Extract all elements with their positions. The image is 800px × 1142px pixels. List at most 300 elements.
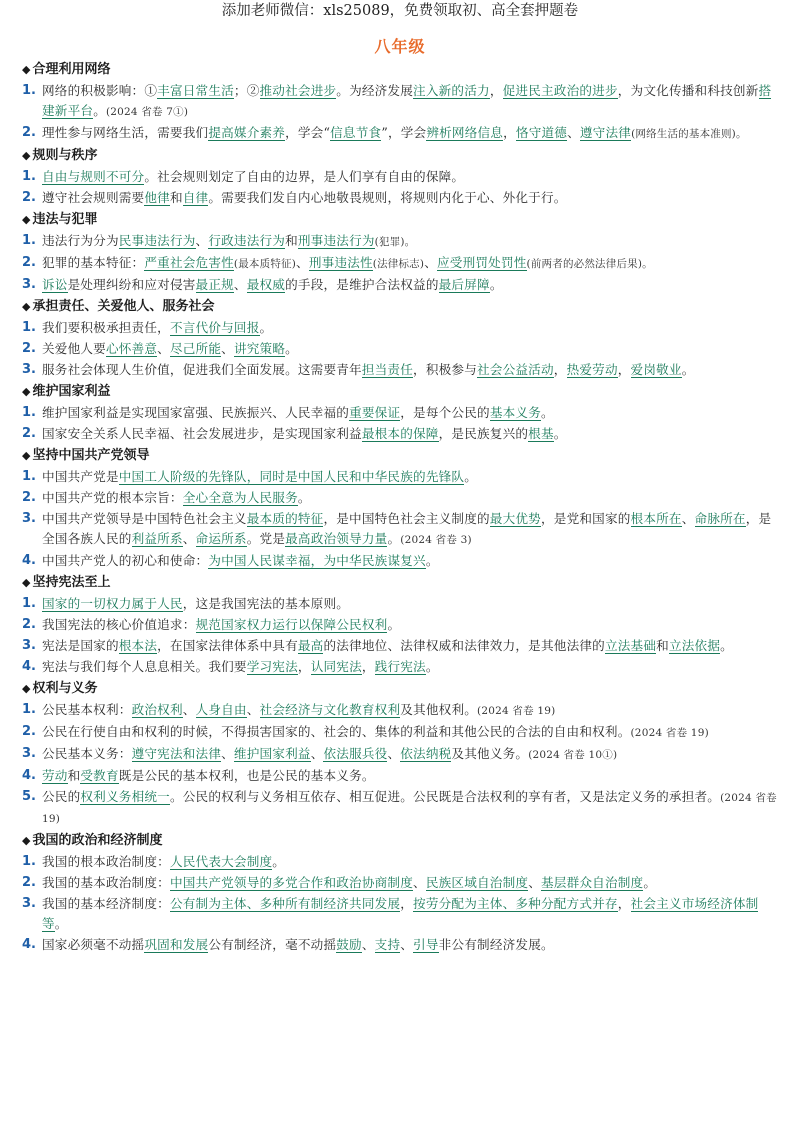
text-fragment: 公民基本权利： [42,702,132,717]
keyword: 最高政治领导力量 [285,531,388,546]
item-text [42,167,782,187]
keyword: 爱岗敬业 [630,362,682,377]
keyword: 心怀善意 [105,341,158,356]
text-fragment: ；② [233,83,260,98]
keyword: 诉讼 [42,277,68,292]
keyword: 中国共产党领导的多党合作和政治协商制度 [169,875,414,890]
text-fragment: ， [400,896,414,911]
text-fragment: 的手段，是维护合法权益的 [285,277,439,292]
keyword: 最大优势 [489,511,541,526]
item-text [42,467,782,487]
keyword: 遵守法律 [579,125,632,140]
item-text [42,188,782,208]
keyword: 支持 [374,937,401,952]
text-fragment: ， [503,125,516,140]
keyword: 鼓励 [336,937,362,952]
section-title-text: 承担责任、关爱他人、服务社会 [32,299,215,314]
keyword: 践行宪法 [374,659,426,674]
note: (2024 省卷 3) [400,534,472,546]
keyword: 立法基础 [604,638,657,653]
note: (犯罪)。 [374,236,416,248]
text-fragment: ， [617,362,631,377]
item-number: 2. [22,617,36,632]
item-number: 3. [22,362,36,377]
section-title-text: 合理利用网络 [32,62,111,77]
text-fragment: ， [489,83,503,98]
item-number: 3. [22,277,36,292]
item-number: 1. [22,169,36,184]
text-fragment: 我国的基本政治制度： [42,875,170,890]
keyword: 热爱劳动 [566,362,618,377]
keyword: 遵守宪法和法律 [131,746,222,761]
item-number: 3. [22,896,36,911]
text-fragment: ，是民族复兴的 [438,426,529,441]
text-fragment: 。公民的权利与义务相互依存、相互促进。公民既是合法权利的享有者，又是法定义务的承担者。 [169,789,721,804]
section-title-text: 权利与义务 [32,681,98,696]
diamond-bullet-icon: ◆ [22,63,31,76]
text-fragment: 既是公民的基本权利，也是公民的基本义务。 [118,768,375,783]
keyword: 中国工人阶级的先锋队，同时是中国人民和中华民族的先锋队 [118,469,465,484]
list-item [22,318,782,338]
text-fragment: 及其他义务。 [451,746,529,761]
text-fragment: 中国共产党人的初心和使命： [42,553,209,568]
keyword: 行政违法行为 [208,233,286,248]
text-fragment: 遵守社会规则需要 [42,190,145,205]
keyword: 为中国人民谋幸福，为中华民族谋复兴 [208,553,426,568]
keyword: 最高 [297,638,324,653]
text-fragment: 非公有制经济发展。 [438,937,554,952]
item-text [42,700,782,721]
text-fragment: 国家必须毫不动摇 [42,937,145,952]
keyword: 立法依据 [668,638,721,653]
list-item [22,722,782,743]
keyword: 恪守道德 [515,125,568,140]
keyword: 刑事违法行为 [297,233,375,248]
text-fragment: 维护国家利益是实现国家富强、民族振兴、人民幸福的 [42,405,350,420]
list-item [22,657,782,677]
diamond-bullet-icon: ◆ [22,213,31,226]
item-number: 2. [22,490,36,505]
list-item [22,766,782,786]
promo-header: 添加老师微信：xls25089，免费领取初、高全套押题卷 [221,3,579,19]
keyword: 刑事违法性 [308,255,373,270]
keyword: 应受刑罚处罚性 [436,255,527,270]
list-item [22,636,782,656]
item-number: 1. [22,596,36,611]
text-fragment: 。为经济发展 [336,83,414,98]
section-title [22,297,782,317]
item-number: 2. [22,724,36,739]
item-number: 3. [22,746,36,761]
list-item [22,935,782,955]
section-title-text: 规则与秩序 [32,148,98,163]
text-fragment: 关爱他人要 [42,341,106,356]
text-fragment: 。 [285,341,298,356]
keyword: 认同宪法 [310,659,362,674]
text-fragment: 中国共产党是 [42,469,119,484]
keyword: 学习宪法 [246,659,298,674]
text-fragment: 宪法与我们每个人息息相关。我们要 [42,659,247,674]
list-item [22,253,782,274]
text-fragment: 。 [720,638,733,653]
list-item [22,81,782,122]
list-item [22,275,782,295]
item-text [42,787,782,829]
text-fragment: 中国共产党领导是中国特色社会主义 [42,511,247,526]
item-number: 4. [22,659,36,674]
note: (网络生活的基本准则)。 [631,128,747,140]
item-text [42,722,782,743]
text-fragment: 。 [553,426,567,441]
text-fragment: 。 [464,469,477,484]
item-text [42,231,782,252]
note: (2024 省卷 10①) [528,749,618,761]
text-fragment: 服务社会体现人生价值，促进我们全面发展。这需要青年 [42,362,362,377]
keyword: 民事违法行为 [118,233,196,248]
keyword: 最根本的保障 [361,426,439,441]
keyword: 促进民主政治的进步 [502,83,618,98]
keyword: 规范国家权力运行以保障公民权利 [195,617,388,632]
keyword: 劳动 [42,768,68,783]
text-fragment: 、 [182,702,196,717]
item-text [42,253,782,274]
section-title-text: 我国的政治和经济制度 [32,833,163,848]
text-fragment: 、 [157,341,170,356]
section-title [22,446,782,466]
item-text [42,509,782,550]
keyword: 自律 [182,190,209,205]
text-fragment: 、 [221,746,234,761]
item-text [42,657,782,677]
list-item [22,167,782,187]
text-fragment: 。 [425,553,439,568]
text-fragment: 。 [93,103,106,118]
section-title [22,573,782,593]
item-text [42,766,782,786]
text-fragment: ，是每个公民的 [400,405,490,420]
grade-title: 八年级 [374,37,426,56]
keyword: 命脉所在 [694,511,746,526]
text-fragment: ，这是我国宪法的基本原则。 [182,596,350,611]
item-number: 2. [22,255,36,270]
list-item [22,488,782,508]
text-fragment: 。需要我们发自内心地敬畏规则，将规则内化于心、外化于行。 [208,190,567,205]
text-fragment: 。 [297,490,311,505]
keyword: 利益所系 [131,531,183,546]
list-item [22,852,782,872]
note: (2024 省卷 19) [630,727,709,739]
keyword: 按劳分配为主体、多种分配方式并存 [413,896,618,911]
keyword: 重要保证 [349,405,401,420]
list-item [22,744,782,765]
item-number: 5. [22,789,36,804]
item-number: 1. [22,320,36,335]
text-fragment: 。社会规则划定了自由的边界，是人们享有自由的保障。 [144,169,465,184]
list-item [22,231,782,252]
list-item [22,894,782,934]
text-fragment: 。党是 [246,531,286,546]
text-fragment: 我们要积极承担责任， [42,320,170,335]
item-number: 4. [22,937,36,952]
text-fragment: 和 [169,190,183,205]
text-fragment: ，积极参与 [413,362,477,377]
text-fragment: 、 [233,277,247,292]
diamond-bullet-icon: ◆ [22,385,31,398]
keyword: 最正规 [195,277,234,292]
text-fragment: 、 [528,875,541,890]
note: (最本质特征) [233,258,297,270]
diamond-bullet-icon: ◆ [22,834,31,847]
keyword: 基本义务 [489,405,541,420]
text-fragment: 、 [310,746,324,761]
keyword: 民族区域自治制度 [425,875,529,890]
text-fragment: ，为文化传播和科技创新 [617,83,759,98]
item-text [42,360,782,380]
text-fragment: 违法行为分为 [42,233,119,248]
text-fragment: 和 [656,638,669,653]
item-number: 3. [22,511,36,526]
item-number: 2. [22,190,36,205]
section-title [22,60,782,80]
list-item [22,509,782,550]
item-number: 2. [22,341,36,356]
list-item [22,467,782,487]
text-fragment: 公有制经济，毫不动摇 [208,937,337,952]
text-fragment: 、 [361,937,375,952]
item-number: 1. [22,469,36,484]
section-title-text: 坚持宪法至上 [32,575,111,590]
text-fragment: 。 [272,854,286,869]
text-fragment: 、 [195,233,209,248]
diamond-bullet-icon: ◆ [22,300,31,313]
keyword: 自由与规则不可分 [42,169,145,184]
text-fragment: 。 [387,531,401,546]
text-fragment: 。 [681,362,695,377]
item-number: 1. [22,233,36,248]
keyword: 社会主义市场经济体制等 [42,896,759,931]
item-number: 4. [22,768,36,783]
text-fragment: ，是党和国家的 [540,511,631,526]
text-fragment: 公民基本义务： [42,746,132,761]
note: (法律标志) [372,258,425,270]
item-text [42,935,782,955]
diamond-bullet-icon: ◆ [22,149,31,162]
item-number: 1. [22,405,36,420]
text-fragment: 公民在行使自由和权利的时候，不得损害国家的、社会的、集体的利益和其他公民的合法的自由和权利。 [42,724,631,739]
list-item [22,424,782,444]
text-fragment: 宪法是国家的 [42,638,119,653]
text-fragment: 和 [67,768,81,783]
keyword: 命运所系 [195,531,247,546]
text-fragment: ，是全国各族人民的 [42,511,772,546]
item-text [42,403,782,423]
section-title-text: 维护国家利益 [32,384,111,399]
section-title-text: 违法与犯罪 [32,212,98,227]
text-fragment: 国家安全关系人民幸福、社会发展进步，是实现国家利益 [42,426,362,441]
keyword: 社会经济与文化教育权利 [259,702,401,717]
item-text [42,275,782,295]
list-item [22,873,782,893]
text-fragment: 理性参与网络生活，需要我们 [42,125,209,140]
text-fragment: ”，学会 [381,125,427,140]
section-title [22,382,782,402]
item-text [42,339,782,359]
item-text [42,744,782,765]
list-item [22,700,782,721]
text-fragment: 公民的 [42,789,81,804]
text-fragment: 、 [182,531,196,546]
keyword: 政治权利 [131,702,183,717]
item-number: 2. [22,125,36,140]
text-fragment: 、 [400,937,414,952]
text-fragment: 、 [296,255,309,270]
text-fragment: 、 [246,702,260,717]
text-fragment: 、 [221,341,234,356]
keyword: 讲究策略 [233,341,286,356]
list-item [22,339,782,359]
list-item [22,787,782,829]
item-text [42,318,782,338]
keyword: 最本质的特征 [246,511,324,526]
keyword: 依法纳税 [400,746,452,761]
keyword: 人身自由 [195,702,247,717]
text-fragment: 的法律地位、法律权威和法律效力，是其他法律的 [323,638,605,653]
section-title [22,146,782,166]
note: (前两者的必然法律后果)。 [526,258,653,270]
keyword: 依法服兵役 [323,746,388,761]
text-fragment: ， [361,659,375,674]
keyword: 最权威 [246,277,286,292]
diamond-bullet-icon: ◆ [22,682,31,695]
section-title [22,679,782,699]
section-title [22,210,782,230]
keyword: 搭建新平台 [42,83,772,118]
item-number: 4. [22,553,36,568]
text-fragment: ，在国家法律体系中具有 [157,638,298,653]
text-fragment: 。 [425,659,439,674]
list-item [22,360,782,380]
list-item [22,594,782,614]
keyword: 不言代价与回报 [169,320,260,335]
keyword: 全心全意为人民服务 [182,490,298,505]
item-number: 1. [22,702,36,717]
text-fragment: 我国的基本经济制度： [42,896,170,911]
text-fragment: ， [297,659,311,674]
text-fragment: 我国的根本政治制度： [42,854,170,869]
text-fragment: 、 [387,746,401,761]
item-text [42,636,782,656]
knowledge-list [22,58,782,956]
text-fragment: 、 [424,255,437,270]
text-fragment: 及其他权利。 [400,702,478,717]
keyword: 提高媒介素养 [208,125,286,140]
text-fragment: 。 [387,617,401,632]
keyword: 推动社会进步 [259,83,337,98]
keyword: 信息节食 [330,125,382,140]
section-title [22,831,782,851]
keyword: 丰富日常生活 [157,83,234,98]
list-item [22,615,782,635]
keyword: 人民代表大会制度 [169,854,273,869]
text-fragment: ，学会“ [285,125,331,140]
diamond-bullet-icon: ◆ [22,449,31,462]
keyword: 最后屏障 [438,277,490,292]
text-fragment: 和 [285,233,298,248]
text-fragment: 。 [489,277,503,292]
keyword: 权利义务相统一 [80,789,170,804]
diamond-bullet-icon: ◆ [22,576,31,589]
text-fragment: 、 [681,511,695,526]
keyword: 根基 [528,426,554,441]
keyword: 注入新的活力 [413,83,490,98]
text-fragment: ， [617,896,631,911]
keyword: 巩固和发展 [144,937,209,952]
note: (2024 省卷 19) [42,792,777,825]
text-fragment: 。 [541,405,554,420]
keyword: 受教育 [80,768,119,783]
item-text [42,551,782,571]
note: (2024 省卷 19) [477,705,556,717]
keyword: 尽己所能 [169,341,222,356]
item-text [42,594,782,614]
section-title-text: 坚持中国共产党领导 [32,448,150,463]
list-item [22,188,782,208]
item-number: 1. [22,83,36,98]
list-item [22,403,782,423]
text-fragment: 中国共产党的根本宗旨： [42,490,183,505]
item-text [42,81,782,122]
keyword: 引导 [413,937,439,952]
list-item [22,551,782,571]
text-fragment: 是处理纠纷和应对侵害 [67,277,196,292]
item-text [42,424,782,444]
text-fragment: 犯罪的基本特征： [42,255,145,270]
text-fragment: 。 [643,875,657,890]
keyword: 基层群众自治制度 [540,875,644,890]
keyword: 根本法 [118,638,158,653]
text-fragment: ， [553,362,567,377]
text-fragment: ，是中国特色社会主义制度的 [323,511,490,526]
text-fragment: 、 [413,875,426,890]
keyword: 社会公益活动 [477,362,554,377]
keyword: 根本所在 [630,511,682,526]
keyword: 辨析网络信息 [426,125,504,140]
keyword: 严重社会危害性 [144,255,234,270]
item-number: 3. [22,638,36,653]
keyword: 他律 [144,190,170,205]
item-text [42,894,782,934]
keyword: 维护国家利益 [233,746,311,761]
keyword: 担当责任 [361,362,414,377]
item-number: 2. [22,875,36,890]
item-text [42,488,782,508]
item-number: 2. [22,426,36,441]
item-text [42,615,782,635]
text-fragment: 。 [259,320,273,335]
item-text [42,852,782,872]
item-number: 1. [22,854,36,869]
text-fragment: 。 [54,916,68,931]
keyword: 公有制为主体、多种所有制经济共同发展 [169,896,401,911]
item-text [42,123,782,144]
text-fragment: 我国宪法的核心价值追求： [42,617,196,632]
list-item [22,123,782,144]
text-fragment: 网络的积极影响：① [42,83,158,98]
keyword: 国家的一切权力属于人民 [42,596,183,611]
item-text [42,873,782,893]
note: (2024 省卷 7①) [105,106,189,118]
text-fragment: 、 [567,125,580,140]
